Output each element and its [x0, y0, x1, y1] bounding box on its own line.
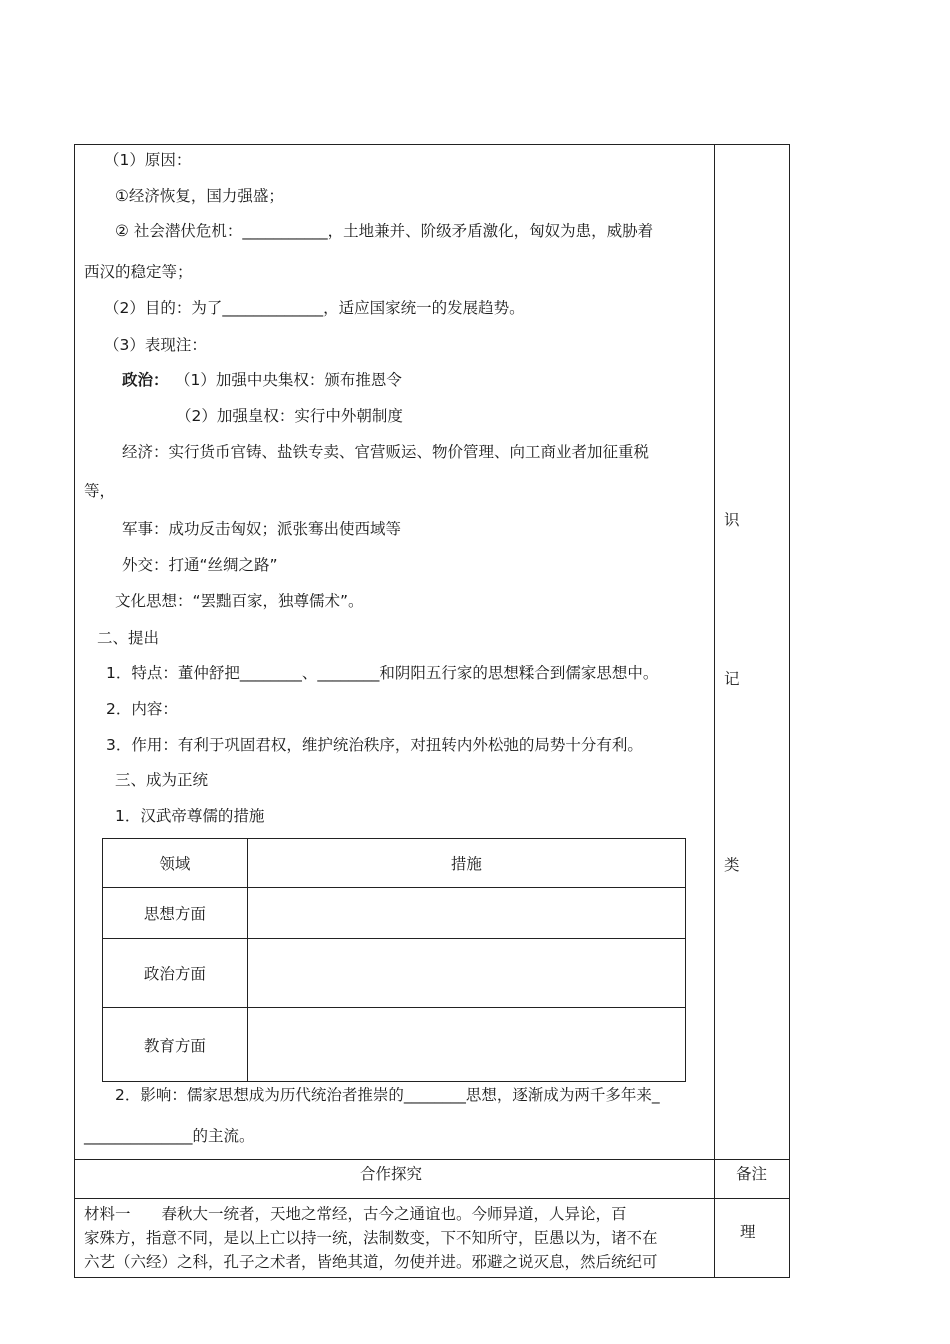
table-header-row	[103, 839, 686, 888]
politics-item-2: （2）加强皇权：实行中外朝制度	[176, 407, 403, 425]
feature-text: 1．特点：董仲舒把________、________和阴阳五行家的思想糅合到儒家思想中。	[106, 664, 659, 682]
politics-label: 政治：	[122, 371, 169, 389]
military-text: 军事：成功反击匈奴；派张骞出使西域等	[122, 520, 402, 538]
sidebar-char-3: 类	[724, 856, 740, 874]
content-text: 2．内容：	[106, 700, 178, 718]
row-divider-bottom	[74, 1198, 790, 1199]
table-cell-field: 教育方面	[103, 1008, 248, 1082]
notes-side-char: 理	[740, 1223, 756, 1241]
economy-line2: 等，	[84, 482, 116, 500]
table-cell-measure[interactable]	[247, 939, 685, 1008]
performance-title: （3）表现注：	[104, 336, 207, 354]
table-row	[103, 1008, 686, 1082]
reason-item-1: ①经济恢复，国力强盛；	[115, 187, 284, 205]
sidebar-char-2: 记	[724, 670, 740, 688]
section3-title: 三、成为正统	[115, 771, 209, 789]
row-divider-top	[74, 1159, 790, 1160]
column-divider	[714, 144, 715, 1278]
table-header-measure: 措施	[247, 839, 685, 888]
material-line2: 家殊方，指意不同，是以上亡以持一统，法制数变，下不知所守，臣愚以为，诸不在	[84, 1229, 658, 1247]
diplomacy-text: 外交：打通“丝绸之路”	[122, 556, 278, 574]
material-line3: 六艺（六经）之科，孔子之术者，皆绝其道，勿使并进。邪避之说灭息，然后统纪可	[84, 1253, 658, 1271]
table-cell-measure[interactable]	[247, 1008, 685, 1082]
purpose-text: （2）目的：为了_____________，适应国家统一的发展趋势。	[104, 299, 525, 317]
notes-title: 备注	[736, 1165, 768, 1183]
section2-title: 二、提出	[97, 629, 160, 647]
table-header-field: 领域	[103, 839, 248, 888]
reason-title: （1）原因：	[104, 151, 192, 169]
reason-item-2-line2: 西汉的稳定等；	[84, 263, 193, 281]
culture-text: 文化思想：“罢黜百家，独尊儒术”。	[115, 592, 364, 610]
table-row	[103, 888, 686, 939]
measures-table	[102, 838, 686, 1082]
measures-title: 1．汉武帝尊儒的措施	[115, 807, 265, 825]
table-row	[103, 939, 686, 1008]
effect-text: 3．作用：有利于巩固君权，维护统治秩序，对扭转内外松弛的局势十分有利。	[106, 736, 643, 754]
table-cell-field: 思想方面	[103, 888, 248, 939]
coop-title: 合作探究	[360, 1165, 423, 1183]
politics-item-1: （1）加强中央集权：颁布推恩令	[175, 371, 402, 389]
table-cell-field: 政治方面	[103, 939, 248, 1008]
economy-line1: 经济：实行货币官铸、盐铁专卖、官营贩运、物价管理、向工商业者加征重税	[122, 443, 650, 461]
reason-item-2-line1: ② 社会潜伏危机：___________，土地兼并、阶级矛盾激化，匈奴为患，威胁着	[115, 222, 654, 240]
influence-line2: ______________的主流。	[84, 1127, 255, 1145]
influence-line1: 2．影响：儒家思想成为历代统治者推崇的________思想，逐渐成为两千多年来_	[115, 1086, 660, 1104]
sidebar-char-1: 识	[724, 511, 740, 529]
table-cell-measure[interactable]	[247, 888, 685, 939]
material-line1: 材料一 春秋大一统者，天地之常经，古今之通谊也。今师异道，人异论，百	[84, 1205, 627, 1223]
